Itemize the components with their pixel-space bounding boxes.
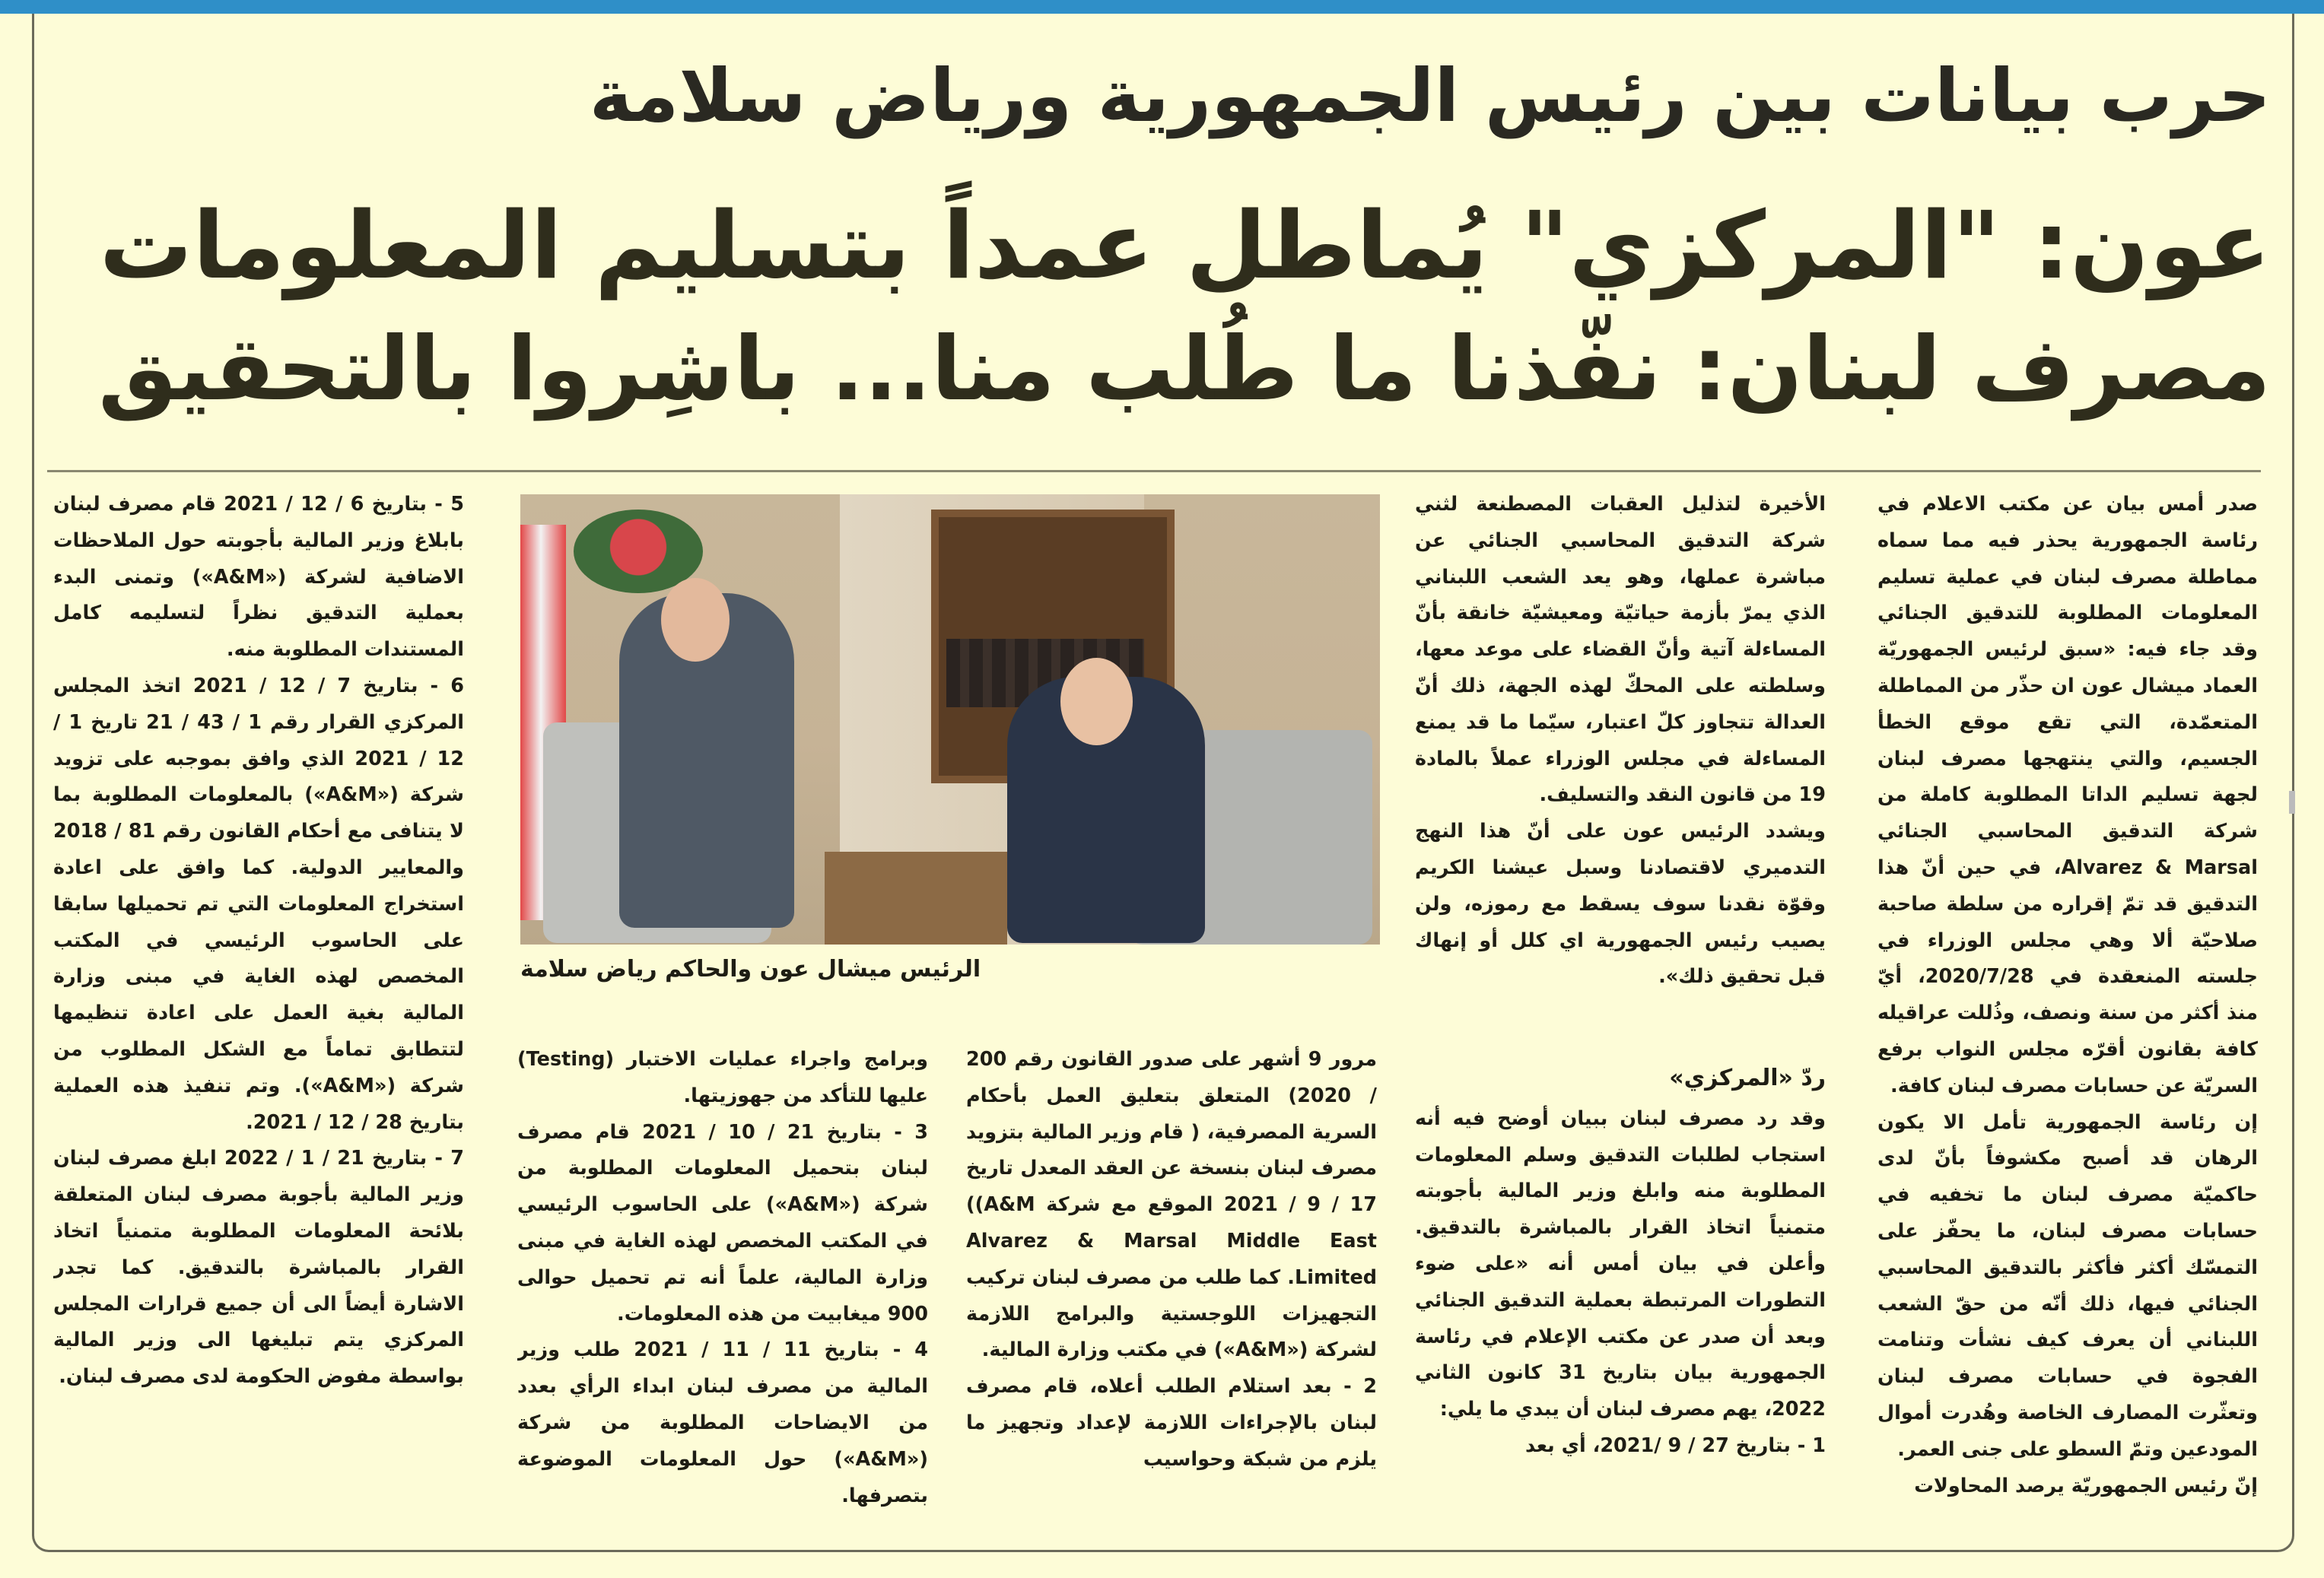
top-accent-bar — [0, 0, 2324, 14]
paragraph: وبرامج واجراء عمليات الاختبار (Testing) عليها للتأكد من جهوزيتها. — [517, 1048, 928, 1107]
article-column-2-bottom — [1415, 1049, 1826, 1521]
paragraph: 3 - بتاريخ 21 / 10 / 2021 قام مصرف لبنان بتحميل المعلومات المطلوبة من شركة («A&M») على الحاسوب الرئيسي في المكتب المخصص لهذه الغاية في مبنى وزارة المالية، علماً أنه تم تحميل حوالى 900 ميغابيت من هذه المعلومات. — [517, 1120, 928, 1326]
article-column-1 — [1877, 487, 2258, 1521]
photo-person-left-head — [661, 578, 730, 662]
photo-side-table — [825, 852, 1007, 945]
photo-caption: الرئيس ميشال عون والحاكم رياض سلامة — [520, 956, 981, 983]
main-headline-line-2: مصرف لبنان: نفّذنا ما طُلب منا... باشِروا بالتحقيق — [97, 318, 2271, 421]
photo-person-right-head — [1060, 658, 1133, 745]
article-column-3 — [966, 1042, 1377, 1521]
paragraph: 1 - بتاريخ 27 / 9 /2021، أي بعد — [1525, 1434, 1826, 1457]
paragraph: صدر أمس بيان عن مكتب الاعلام في رئاسة الجمهورية يحذر فيه مما سماه مماطلة مصرف لبنان في عملية تسليم المعلومات المطلوبة للتدقيق الجنائي وقد جاء فيه: «سبق لرئيس الجمهوريّة العماد ميشال عون ان حذّر من المماطلة المتعمّدة، التي تقع موقع الخطأ الجسيم، والتي ينتهجها مصرف لبنان لجهة تسليم الداتا المطلوبة كاملة من شركة التدقيق المحاسبي الجنائي Alvarez & Marsal، في حين أنّ هذا التدقيق قد تمّ إقراره من سلطة صاحبة صلاحيّة ألا وهي مجلس الوزراء في جلسته المنعقدة في 2020/7/28، أيّ منذ أكثر من سنة ونصف، وذُللت عراقيله كافة بقانون أقرّه مجلس النواب برفع السريّة عن حسابات مصرف لبنان كافة. — [1877, 493, 2258, 1097]
headline-divider — [47, 470, 2261, 472]
news-photo — [520, 494, 1380, 945]
paragraph: 2 - بعد استلام الطلب أعلاه، قام مصرف لبنان بالإجراءات اللازمة لإعداد وتجهيز ما يلزم من شبكة وحواسيب — [966, 1375, 1377, 1471]
article-column-4 — [517, 1042, 928, 1521]
kicker-headline: حرب بيانات بين رئيس الجمهورية ورياض سلامة — [589, 53, 2271, 138]
paragraph: إنّ رئيس الجمهوريّة يرصد المحاولات — [1914, 1474, 2258, 1497]
margin-mark — [2289, 791, 2295, 814]
paragraph: الأخيرة لتذليل العقبات المصطنعة لثني شركة التدقيق المحاسبي الجنائي عن مباشرة عملها، وهو يعد الشعب اللبناني الذي يمرّ بأزمة حياتيّة ومعيشيّة خانقة بأنّ المساءلة آتية وأنّ القضاء على موعد معها، وسلطته على المحكّ لهذه الجهة، ذلك أنّ العدالة تتجاوز كلّ اعتبار، سيّما ما قد يمنع المساءلة في مجلس الوزراء عملاً بالمادة 19 من قانون النقد والتسليف. — [1415, 493, 1826, 807]
article-column-2-top — [1415, 487, 1826, 1034]
paragraph: ويشدد الرئيس عون على أنّ هذا النهج التدميري لاقتصادنا وسبل عيشنا الكريم وقوّة نقدنا سوف يسقط مع رموزه، ولن يصيب رئيس الجمهورية اي كلل أو إنهاك قبل تحقيق ذلك». — [1415, 820, 1826, 989]
subheading: ردّ «المركزي» — [1669, 1065, 1826, 1091]
paragraph: مرور 9 أشهر على صدور القانون رقم 200 / 2020) المتعلق بتعليق العمل بأحكام السرية المصرفية، ( قام وزير المالية بتزويد مصرف لبنان بنسخة عن العقد المعدل تاريخ 17 / 9 / 2021 الموقع مع شركة A&M)) Alvarez & Marsal Middle East Limited. كما طلب من مصرف لبنان تركيب التجهيزات اللوجستية والبرامج اللازمة لشركة («A&M») في مكتب وزارة المالية. — [966, 1048, 1377, 1362]
paragraph: إن رئاسة الجمهورية تأمل الا يكون الرهان قد أصبح مكشوفاً بأنّ لدى حاكميّة مصرف لبنان ما تخفيه في حسابات مصرف لبنان، ما يحفّز على التمسّك أكثر فأكثر بالتدقيق المحاسبي الجنائي فيها، ذلك أنّه من حقّ الشعب اللبناني أن يعرف كيف نشأت وتنامت الفجوة في حسابات مصرف لبنان وتعثّرت المصارف الخاصة وهُدرت أموال المودعين وتمّ السطو على جنى العمر. — [1877, 1110, 2258, 1461]
paragraph: 7 - بتاريخ 21 / 1 / 2022 ابلغ مصرف لبنان وزير المالية بأجوبة مصرف لبنان المتعلقة بلائحة المعلومات المطلوبة متمنياً اتخاذ القرار بالمباشرة بالتدقيق. كما تجدر الاشارة أيضاً الى أن جميع قرارات المجلس المركزي يتم تبليغها الى وزير المالية بواسطة مفوض الحكومة لدى مصرف لبنان. — [53, 1147, 464, 1389]
paragraph: 6 - بتاريخ 7 / 12 / 2021 اتخذ المجلس المركزي القرار رقم 1 / 43 / 21 تاريخ 1 / 12 / 2021 الذي وافق بموجبه على تزويد شركة («A&M») بالمعلومات المطلوبة بما لا يتنافى مع أحكام القانون رقم 81 / 2018 والمعايير الدولية. كما وافق على اعادة استخراج المعلومات التي تم تحميلها سابقا على الحاسوب الرئيسي في المكتب المخصص لهذه الغاية في مبنى وزارة المالية بغية العمل على اعادة تنظيمها لتتطابق تماماً مع الشكل المطلوب من شركة («A&M»). وتم تنفيذ هذه العملية بتاريخ 28 / 12 / 2021. — [53, 674, 464, 1134]
main-headline-line-1: عون: "المركزي" يُماطل عمداً بتسليم المعلومات — [99, 192, 2271, 300]
paragraph: 4 - بتاريخ 11 / 11 / 2021 طلب وزير المالية من مصرف لبنان ابداء الرأي بعدد من الايضاحات المطلوبة من شركة («A&M») حول المعلومات الموضوعة بتصرفها. — [517, 1338, 928, 1507]
paragraph: 5 - بتاريخ 6 / 12 / 2021 قام مصرف لبنان بابلاغ وزير المالية بأجوبته حول الملاحظات الاضافية لشركة («A&M») وتمنى البدء بعملية التدقيق نظراً لتسليمه كامل المستندات المطلوبة منه. — [53, 493, 464, 662]
paragraph: وقد رد مصرف لبنان ببيان أوضح فيه أنه استجاب لطلبات التدقيق وسلم المعلومات المطلوبة منه وابلغ وزير المالية بأجوبته متمنياً اتخاذ القرار بالمباشرة بالتدقيق. وأعلن في بيان أمس أنه «على ضوء التطورات المرتبطة بعملية التدقيق الجنائي وبعد أن صدر عن مكتب الإعلام في رئاسة الجمهورية بيان بتاريخ 31 كانون الثاني 2022، يهم مصرف لبنان أن يبدي ما يلي: — [1415, 1107, 1826, 1421]
article-column-5 — [53, 487, 464, 1521]
